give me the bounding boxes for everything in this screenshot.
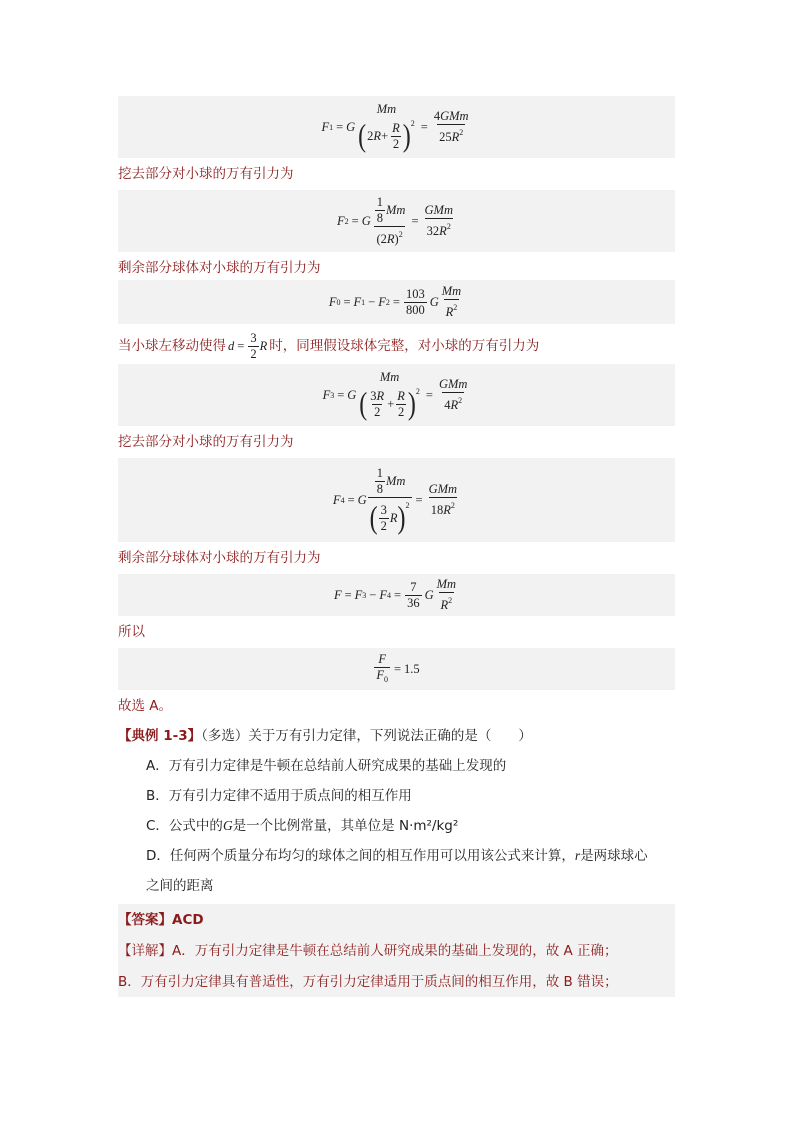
option-c-var: G [222,818,233,833]
question-text: （多选）关于万有引力定律，下列说法正确的是（ ） [201,728,532,744]
question-tag: 【典例 1-3】 [118,728,202,744]
text-choose: 故选 A。 [118,698,173,714]
equation-f1: F 1 = G Mm ( 2R+ $\frac{R}{2}$ ) $^2$ = $\frac{\text{4GMm}}{25R^2}$ [118,96,675,158]
equation-f0: F 0 = F 1 − F 2 = $\frac{103}{800}$ G $\frac{Mm}{R^2}$ [118,280,675,324]
option-a: A．万有引力定律是牛顿在总结前人研究成果的基础上发现的 [146,758,507,774]
move-left-pre: 当小球左移动使得 [118,338,226,354]
answer-detail-2: B．万有引力定律具有普适性，万有引力定律适用于质点间的相互作用，故 B 错误； [118,966,675,997]
option-c-pre: C．公式中的 [146,818,223,834]
option-d-var: r [574,848,581,863]
move-left-post: 时，同理假设球体完整，对小球的万有引力为 [269,338,540,354]
option-d [118,846,675,866]
text-move-left [118,324,675,364]
option-b: B．万有引力定律不适用于质点间的相互作用 [146,788,412,804]
detail-1-text: A．万有引力定律是牛顿在总结前人研究成果的基础上发现的，故 A 正确； [172,943,618,959]
text-dig-force: 挖去部分对小球的万有引力为 [118,166,294,182]
solution-content [118,96,675,997]
option-d-pre: D．任何两个质量分布均匀的球体之间的相互作用可以用该公式来计算， [146,848,575,864]
answer-label: 【答案】ACD [118,904,675,935]
text-therefore: 所以 [118,624,145,640]
option-d-post: 是两球球心 [580,848,648,864]
equation-f: F = F 3 − F 4 = $\frac{7}{36}$ G $\frac{Mm}{R^2}$ [118,574,675,616]
detail-tag: 【详解】 [118,943,172,959]
equation-f4: F 4 = G $\frac{1}{8}$ Mm ( $\frac{3}{2}$ R ) $^2$ = $\frac{\text{GMm}}{18R^2}$ [118,458,675,542]
equation-f2: F 2 = G $\frac{1}{8}$ Mm $(2R)^2$ = $\frac{\text{GMm}}{32R^2}$ [118,190,675,252]
equation-f3: F 3 = G Mm ( $\frac{3R}{2}$ + $\frac{R}{2}$ ) $^2$ = $\frac{\text{GMm}}{4R^2}$ [118,364,675,426]
text-remaining-force-2: 剩余部分球体对小球的万有引力为 [118,550,321,566]
option-d-cont: 之间的距离 [146,878,214,894]
answer-detail-1 [118,935,675,966]
option-c [118,816,675,836]
question-stem [118,726,675,746]
inline-math-d: d = $\frac{3}{2}$ R [228,330,268,361]
text-dig-force-2: 挖去部分对小球的万有引力为 [118,434,294,450]
text-remaining-force: 剩余部分球体对小球的万有引力为 [118,260,321,276]
equation-ratio: $\frac{F}{F_0}$ = 1.5 [118,648,675,690]
option-c-post: 是一个比例常量，其单位是 N·m²/kg² [232,818,459,834]
